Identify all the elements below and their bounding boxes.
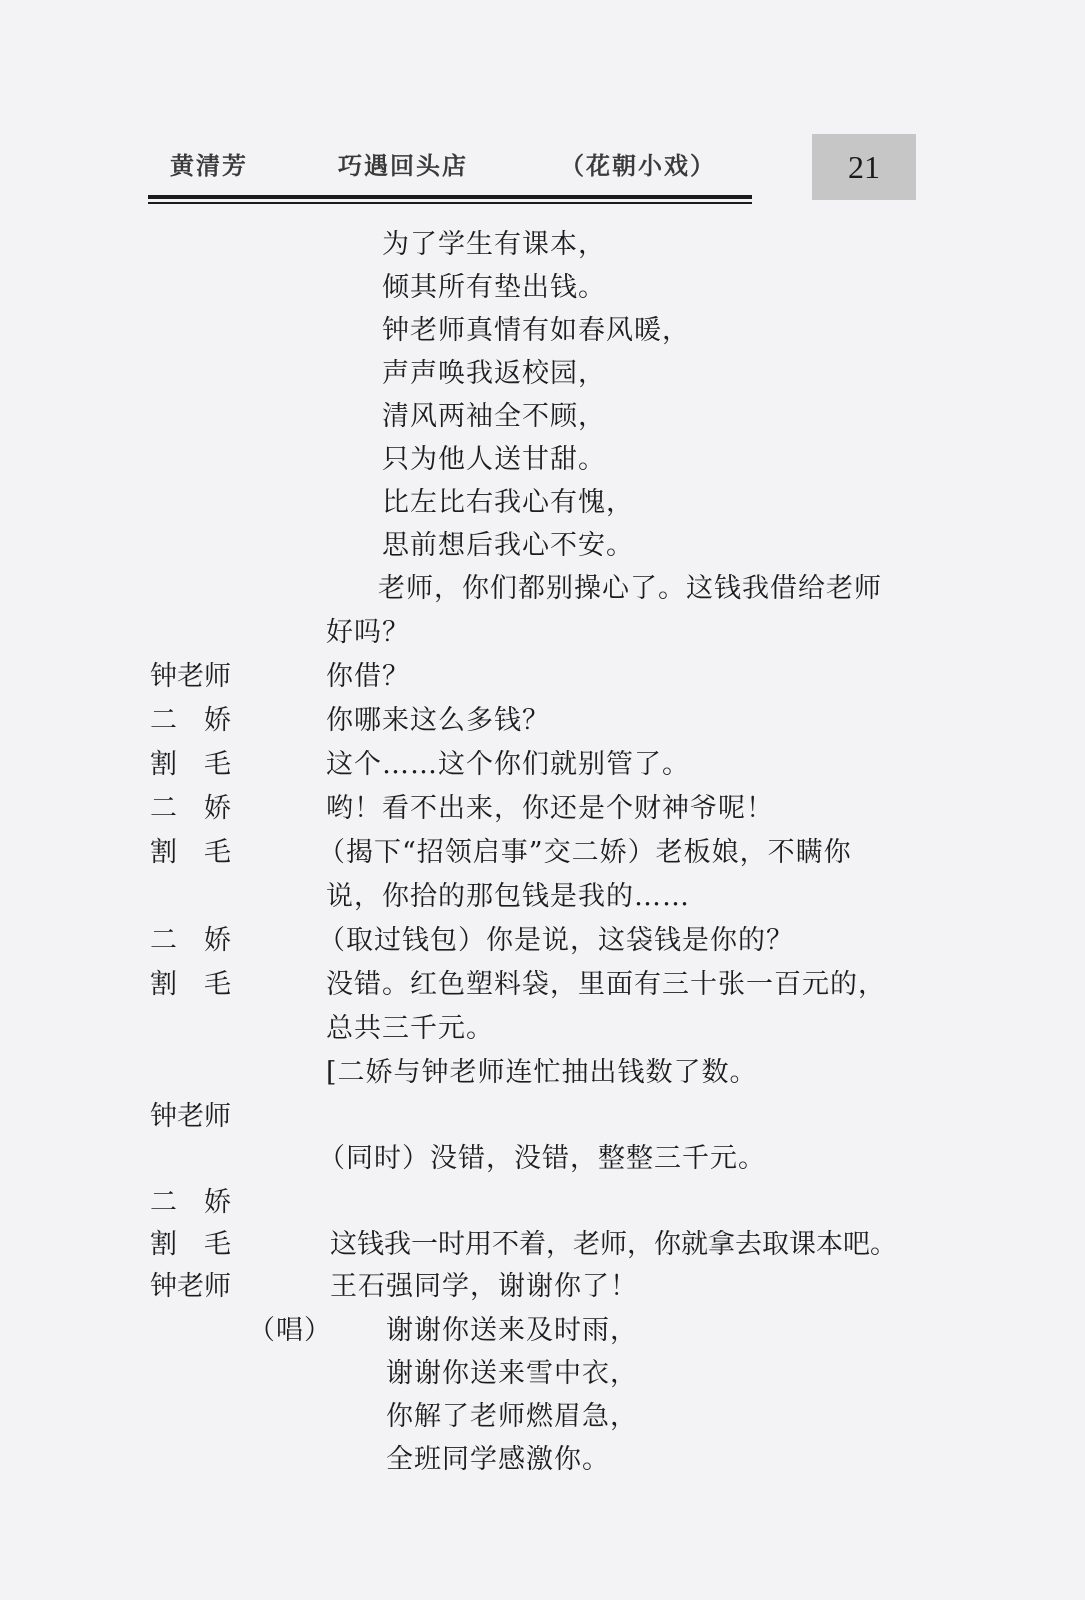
dialogue-line: （同时）没错，没错，整整三千元。	[318, 1143, 766, 1174]
page-number-box	[812, 134, 916, 200]
speech-line: 好吗？	[326, 617, 410, 648]
dialogue-line: 这钱我一时用不着，老师，你就拿去取课本吧。	[330, 1229, 897, 1260]
speaker-name: 二 娇	[150, 925, 231, 956]
verse-line: 倾其所有垫出钱。	[382, 272, 606, 303]
verse-line: 比左比右我心有愧，	[382, 487, 634, 518]
running-header	[150, 140, 750, 180]
stage-direction: [二娇与钟老师连忙抽出钱数了数。	[326, 1057, 758, 1088]
verse-line: 思前想后我心不安。	[382, 530, 634, 561]
speaker-name: 钟老师	[150, 661, 231, 692]
speaker-name: 割 毛	[150, 837, 231, 868]
verse-line: 声声唤我返校园，	[382, 358, 606, 389]
dialogue-line: （取过钱包）你是说，这袋钱是你的？	[318, 925, 794, 956]
header-rule-thin	[148, 202, 752, 204]
speaker-name: 割 毛	[150, 969, 231, 1000]
verse-line: 全班同学感激你。	[386, 1444, 610, 1475]
verse-line: 谢谢你送来雪中衣，	[386, 1358, 638, 1389]
header-title: 巧遇回头店	[338, 152, 468, 180]
dialogue-line: （揭下“招领启事”交二娇）老板娘，不瞒你	[318, 837, 852, 868]
verse-line: 为了学生有课本，	[382, 229, 606, 260]
header-rule-thick	[148, 195, 752, 199]
verse-line: 钟老师真情有如春风暖，	[382, 315, 690, 346]
dialogue-line: 你哪来这么多钱？	[326, 705, 550, 736]
dialogue-line: 说，你拾的那包钱是我的……	[326, 881, 690, 912]
speaker-name: 割 毛	[150, 1229, 231, 1260]
dialogue-line: 这个……这个你们就别管了。	[326, 749, 690, 780]
speech-line: 老师，你们都别操心了。这钱我借给老师	[378, 573, 882, 604]
header-genre: （花朝小戏）	[560, 152, 716, 180]
verse-line: 清风两袖全不顾，	[382, 401, 606, 432]
speaker-name: 钟老师	[150, 1101, 231, 1132]
header-author: 黄清芳	[170, 152, 248, 180]
dialogue-line: 王石强同学，谢谢你了！	[330, 1271, 638, 1302]
verse-line: 谢谢你送来及时雨，	[386, 1315, 638, 1346]
sing-label: （唱）	[248, 1315, 332, 1346]
verse-line: 你解了老师燃眉急，	[386, 1401, 638, 1432]
speaker-name: 钟老师	[150, 1271, 231, 1302]
speaker-name: 割 毛	[150, 749, 231, 780]
speaker-name: 二 娇	[150, 793, 231, 824]
dialogue-line: 总共三千元。	[326, 1013, 494, 1044]
page-number: 21	[848, 148, 880, 185]
dialogue-line: 你借？	[326, 661, 410, 692]
speaker-name: 二 娇	[150, 705, 231, 736]
dialogue-line: 没错。红色塑料袋，里面有三十张一百元的，	[326, 969, 886, 1000]
speaker-name: 二 娇	[150, 1187, 231, 1218]
dialogue-line: 哟！看不出来，你还是个财神爷呢！	[326, 793, 774, 824]
verse-line: 只为他人送甘甜。	[382, 444, 606, 475]
